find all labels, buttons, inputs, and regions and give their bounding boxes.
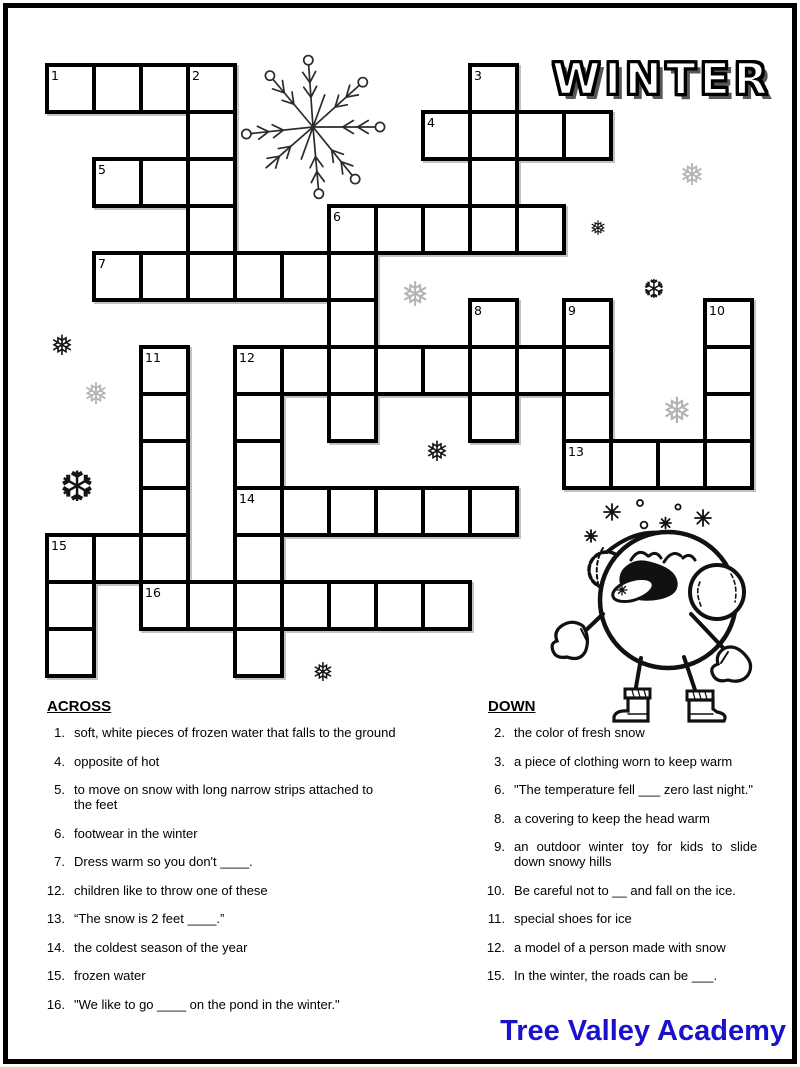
small-snowflake-icon: ❅ [50, 329, 74, 362]
grid-cell [470, 159, 517, 206]
clue-text: the color of fresh snow [514, 725, 645, 740]
grid-cell [235, 629, 282, 676]
grid-cell [329, 394, 376, 441]
small-snowflake-icon: ❅ [83, 377, 109, 412]
grid-cell [47, 629, 94, 676]
grid-cell [705, 441, 752, 488]
grid-cell [329, 300, 376, 347]
grid-cell [235, 582, 282, 629]
grid-cell [564, 112, 611, 159]
clue-item [474, 968, 786, 983]
clue-item [42, 754, 414, 769]
grid-cell [376, 582, 423, 629]
grid-cell [188, 159, 235, 206]
footer-brand: Tree Valley Academy [500, 1015, 786, 1047]
across-section [42, 698, 414, 1025]
cell-number: 6 [333, 209, 341, 224]
grid-cell [282, 347, 329, 394]
grid-cell [517, 112, 564, 159]
grid-cell [517, 347, 564, 394]
grid-cell [141, 441, 188, 488]
clue-item [42, 997, 414, 1012]
clue-number: 13. [46, 911, 65, 926]
clue-text: soft, white pieces of frozen water that falls to the ground [74, 725, 396, 740]
grid-cell [47, 582, 94, 629]
clue-number: 7. [54, 854, 65, 869]
grid-cell [188, 112, 235, 159]
cell-number: 5 [98, 162, 106, 177]
cell-number: 13 [568, 444, 584, 459]
grid-cell [141, 159, 188, 206]
small-snowflake-icon: ❅ [661, 391, 693, 432]
cell-number: 14 [239, 491, 255, 506]
grid-cell [376, 488, 423, 535]
clue-item [42, 826, 414, 841]
cell-number: 15 [51, 538, 67, 553]
grid-cell [235, 253, 282, 300]
clue-number: 11. [487, 911, 505, 926]
clue-text: special shoes for ice [514, 911, 632, 926]
clue-item [42, 782, 414, 812]
grid-cell [235, 394, 282, 441]
grid-cell [188, 206, 235, 253]
clue-text: Dress warm so you don't ____. [74, 854, 253, 869]
clue-number: 12. [46, 882, 65, 898]
grid-cell [376, 347, 423, 394]
clue-number: 15. [486, 968, 505, 983]
grid-cell [423, 347, 470, 394]
clue-number: 1. [54, 725, 65, 740]
grid-cell [329, 488, 376, 535]
cell-number: 2 [192, 68, 200, 83]
clue-text: frozen water [74, 968, 146, 983]
cell-number: 8 [474, 303, 482, 318]
cell-number: 11 [145, 350, 161, 365]
cell-number: 12 [239, 350, 255, 365]
cell-number: 10 [709, 303, 725, 318]
snowman-right-earmuff [690, 565, 744, 619]
small-snowflake-icon: ❅ [679, 158, 705, 193]
grid-cell [141, 253, 188, 300]
clue-item [474, 811, 786, 826]
clue-number: 6. [54, 825, 65, 841]
clue-number: 2. [494, 725, 505, 740]
clue-number: 4. [54, 753, 65, 769]
grid-cell [470, 488, 517, 535]
grid-cell [282, 488, 329, 535]
clue-number: 9. [494, 839, 505, 854]
clue-item [42, 854, 414, 869]
clue-item [42, 883, 414, 898]
clue-number: 5. [54, 782, 65, 797]
small-snowflake-icon: ❅ [400, 275, 430, 315]
clue-text: footwear in the winter [74, 825, 198, 841]
grid-cell [188, 253, 235, 300]
grid-cell [141, 394, 188, 441]
clue-item [42, 968, 414, 983]
down-section [474, 698, 786, 997]
small-snowflake-icon: ❆ [59, 462, 95, 511]
clue-item [42, 911, 414, 926]
clue-text: a model of a person made with snow [514, 939, 726, 955]
cell-number: 3 [474, 68, 482, 83]
clue-text: “The snow is 2 feet ____.” [74, 911, 225, 926]
grid-cell [658, 441, 705, 488]
grid-cell [329, 253, 376, 300]
grid-cell [470, 394, 517, 441]
clue-item [474, 911, 786, 926]
clue-text: a covering to keep the head warm [514, 810, 710, 826]
grid-cell [235, 535, 282, 582]
grid-cell [329, 582, 376, 629]
grid-cell [470, 206, 517, 253]
clue-text: children like to throw one of these [74, 882, 268, 898]
clue-text: "The temperature fell ___ zero last night." [514, 782, 754, 797]
snowman-right-mitten [712, 647, 751, 681]
grid-cell [376, 206, 423, 253]
clue-item [474, 754, 786, 769]
small-snowflake-icon: ❅ [589, 216, 607, 240]
clue-number: 6. [494, 782, 505, 797]
grid-cell [470, 112, 517, 159]
clue-text: opposite of hot [74, 753, 160, 769]
grid-cell [141, 488, 188, 535]
down-clue-list [474, 725, 786, 983]
clue-item [474, 940, 786, 955]
clue-number: 15. [46, 968, 65, 983]
grid-cell [470, 347, 517, 394]
across-clue-list [42, 725, 414, 1012]
snowman-left-mitten [552, 622, 588, 658]
grid-cell [564, 394, 611, 441]
grid-cell [517, 206, 564, 253]
clue-text: In the winter, the roads can be ___. [514, 968, 718, 983]
grid-cell [235, 441, 282, 488]
grid-cell [94, 535, 141, 582]
down-heading: DOWN [488, 698, 536, 715]
cell-number: 1 [51, 68, 59, 83]
clue-number: 10. [486, 882, 505, 898]
grid-cell [423, 488, 470, 535]
snowman-illustration [545, 492, 765, 727]
grid-cell [282, 253, 329, 300]
clue-text: Be careful not to __ and fall on the ice. [514, 882, 736, 898]
cell-number: 16 [145, 585, 161, 600]
clue-number: 8. [494, 810, 505, 826]
clue-number: 3. [494, 753, 505, 769]
clue-text: to move on snow with long narrow strips attached to the feet [74, 782, 374, 812]
clue-text: "We like to go ____ on the pond in the winter." [74, 996, 340, 1012]
grid-cell [329, 347, 376, 394]
grid-cell [141, 535, 188, 582]
clue-item [42, 725, 414, 740]
small-snowflake-icon: ❅ [312, 658, 334, 688]
grid-cell [564, 347, 611, 394]
grid-cell [705, 347, 752, 394]
grid-cell [705, 394, 752, 441]
grid-cell [611, 441, 658, 488]
small-snowflake-icon: ❅ [425, 435, 449, 468]
tongue-snowflake [617, 585, 627, 595]
clue-text: a piece of clothing worn to keep warm [514, 753, 733, 769]
grid-cell [94, 65, 141, 112]
clue-item [474, 883, 786, 898]
clue-item [474, 839, 786, 869]
cell-number: 9 [568, 303, 576, 318]
clue-item [474, 725, 786, 740]
clue-number: 12. [486, 939, 505, 955]
puzzle-title: WINTER [552, 54, 772, 105]
cell-number: 4 [427, 115, 435, 130]
grid-cell [423, 582, 470, 629]
clue-number: 14. [46, 939, 65, 955]
grid-cell [423, 206, 470, 253]
grid-cell [282, 582, 329, 629]
clue-number: 16. [46, 996, 65, 1012]
grid-cell [141, 65, 188, 112]
clue-text: an outdoor winter toy for kids to slide down snowy hills [514, 839, 758, 869]
clue-item [474, 782, 786, 797]
grid-cell [188, 582, 235, 629]
cell-number: 7 [98, 256, 106, 271]
small-snowflake-icon: ❆ [643, 275, 665, 305]
clue-item [42, 940, 414, 955]
clue-text: the coldest season of the year [74, 939, 248, 955]
across-heading: ACROSS [47, 698, 112, 715]
